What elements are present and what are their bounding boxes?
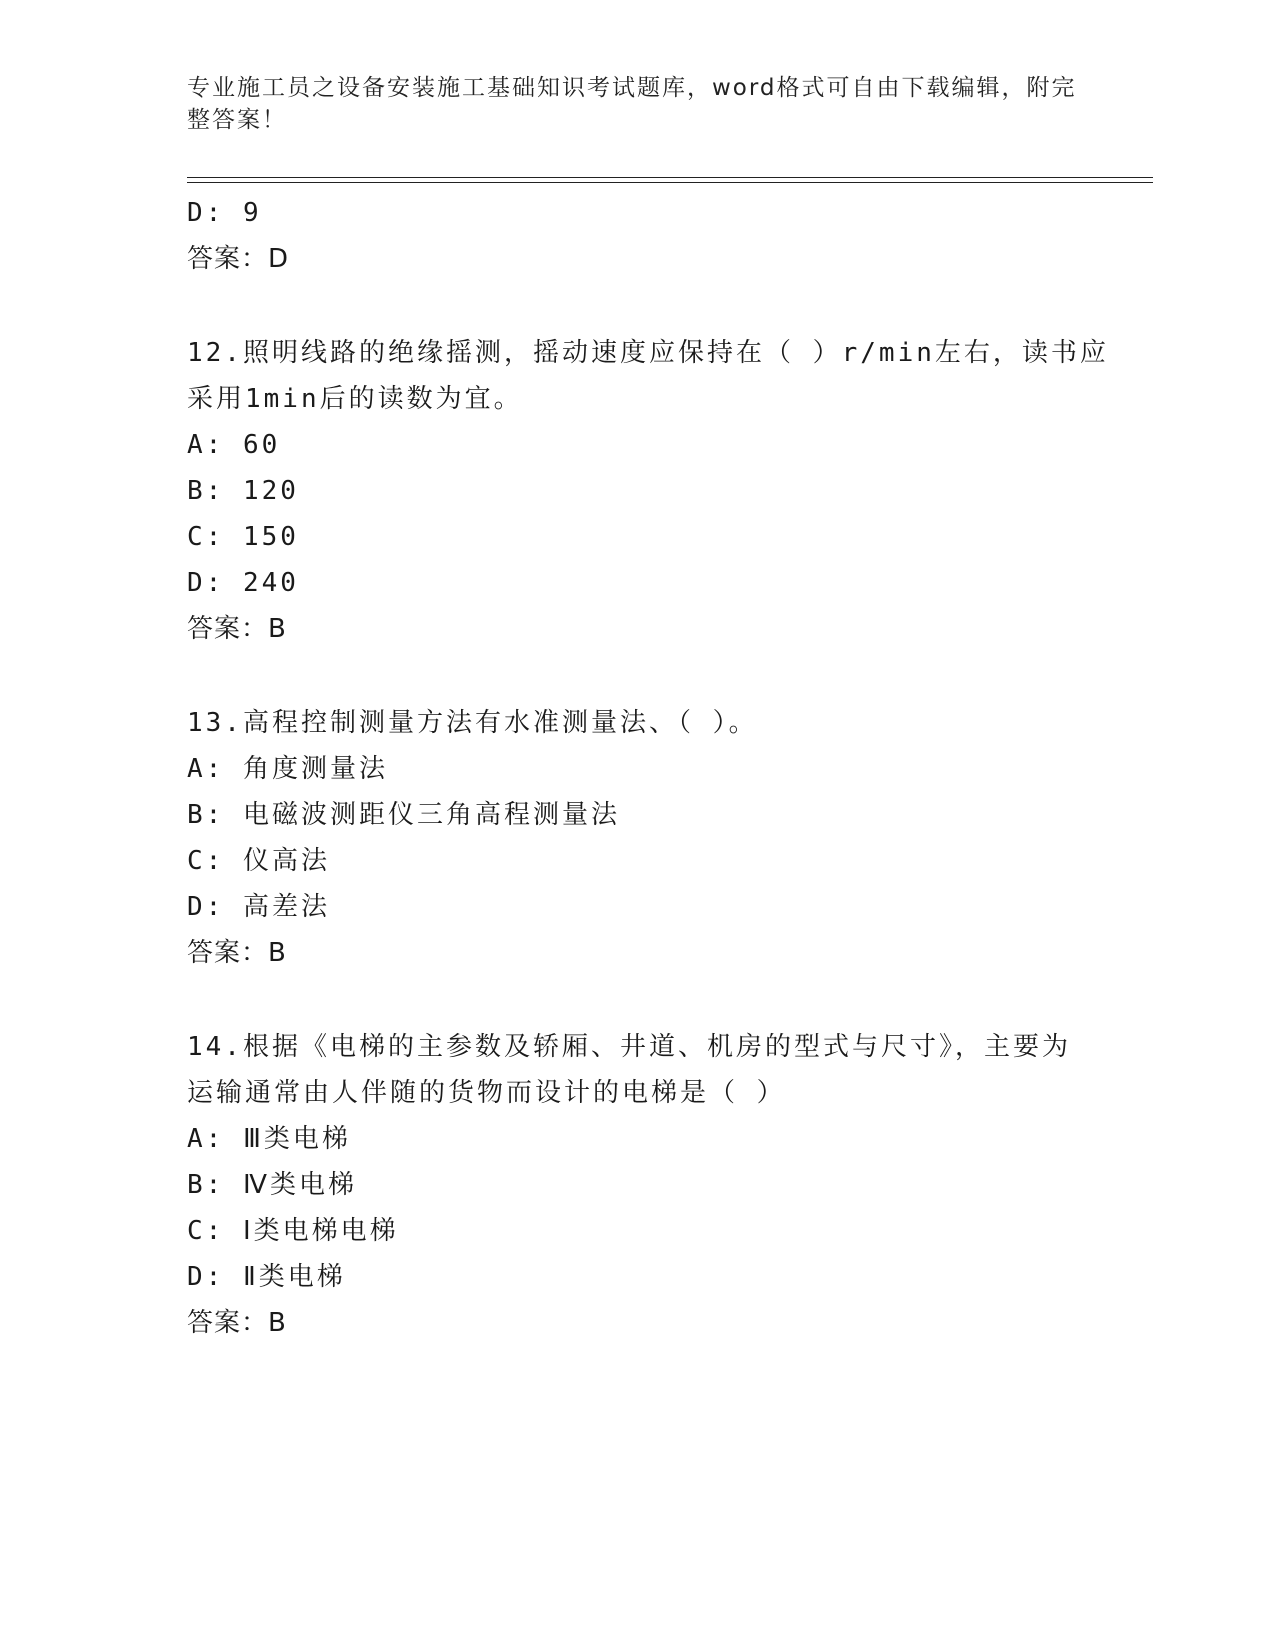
option-c: C: 150 bbox=[187, 522, 299, 552]
option-d: D: Ⅱ类电梯 bbox=[187, 1262, 346, 1292]
option-a: A: 角度测量法 bbox=[187, 754, 388, 784]
option-c: C: 仪高法 bbox=[187, 846, 330, 876]
question-stem: 13.高程控制测量方法有水准测量法、（ ）。 bbox=[187, 708, 758, 738]
prev-option-d: D: 9 bbox=[187, 198, 262, 228]
option-c: C: Ⅰ类电梯电梯 bbox=[187, 1216, 399, 1246]
prev-answer: 答案：D bbox=[187, 244, 290, 274]
header-line-1: 专业施工员之设备安装施工基础知识考试题库，word格式可自由下载编辑，附完 bbox=[187, 75, 1077, 101]
option-d: D: 240 bbox=[187, 568, 299, 598]
answer: 答案：B bbox=[187, 1308, 287, 1338]
header-line-2: 整答案！ bbox=[187, 107, 287, 133]
header-divider-bottom bbox=[187, 182, 1153, 183]
question-stem: 12.照明线路的绝缘摇测，摇动速度应保持在（ ）r/min左右，读书应 bbox=[187, 338, 1109, 368]
document-body bbox=[187, 190, 1109, 1346]
answer: 答案：B bbox=[187, 938, 287, 968]
header-divider-top bbox=[187, 177, 1153, 178]
option-b: B: 电磁波测距仪三角高程测量法 bbox=[187, 800, 620, 830]
option-a: A: Ⅲ类电梯 bbox=[187, 1124, 351, 1154]
question-stem-cont: 运输通常由人伴随的货物而设计的电梯是（ ） bbox=[187, 1078, 786, 1108]
answer: 答案：B bbox=[187, 614, 287, 644]
option-a: A: 60 bbox=[187, 430, 281, 460]
question-stem: 14.根据《电梯的主参数及轿厢、井道、机房的型式与尺寸》，主要为 bbox=[187, 1032, 1071, 1062]
option-d: D: 高差法 bbox=[187, 892, 330, 922]
option-b: B: 120 bbox=[187, 476, 299, 506]
question-14 bbox=[187, 1024, 1087, 1346]
option-b: B: Ⅳ类电梯 bbox=[187, 1170, 357, 1200]
question-13 bbox=[187, 700, 1087, 976]
document-header bbox=[187, 72, 1087, 136]
question-12 bbox=[187, 330, 1109, 652]
question-stem-cont: 采用1min后的读数为宜。 bbox=[187, 384, 523, 414]
